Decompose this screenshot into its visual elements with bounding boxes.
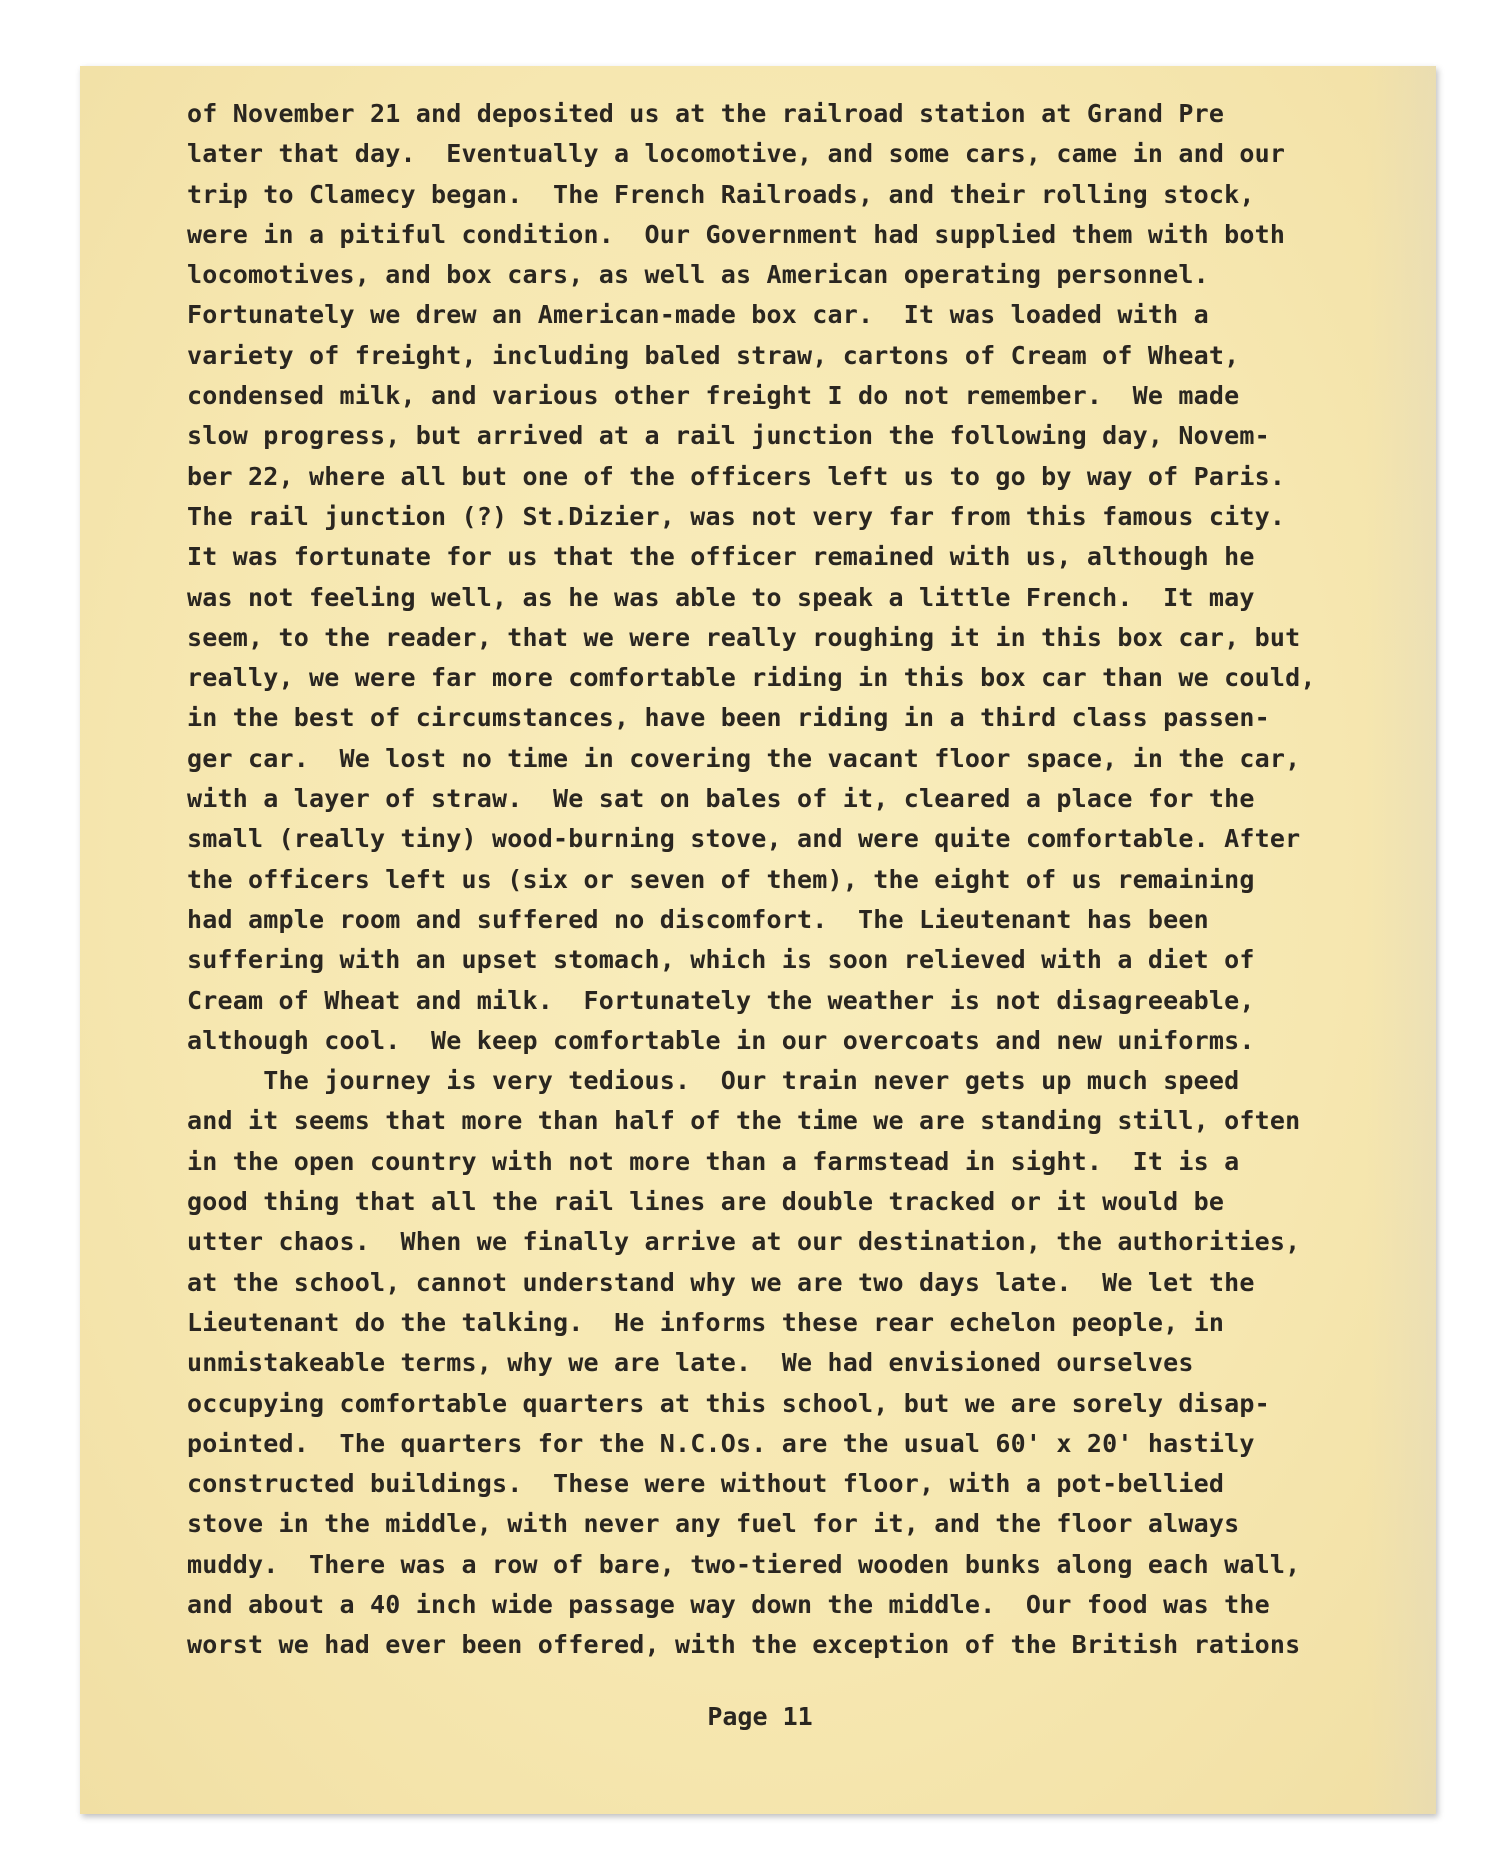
- page-number: Page 11: [707, 1702, 813, 1731]
- text-line: seem, to the reader, that we were really roughing it in this box car, but: [187, 622, 1301, 652]
- text-line: Cream of Wheat and milk. Fortunately the weather is not disagreeable,: [187, 985, 1255, 1015]
- text-line: condensed milk, and various other freight I do not remember. We made: [187, 381, 1240, 411]
- text-line: the officers left us (six or seven of them), the eight of us remaining: [187, 864, 1255, 894]
- text-line: Fortunately we drew an American-made box car. It was loaded with a: [187, 300, 1209, 330]
- text-line: in the best of circumstances, have been riding in a third class passen-: [187, 703, 1270, 733]
- text-line: and about a 40 inch wide passage way down the middle. Our food was the: [187, 1589, 1270, 1619]
- text-line: really, we were far more comfortable riding in this box car than we could,: [187, 663, 1316, 693]
- text-line: It was fortunate for us that the officer remained with us, although he: [187, 542, 1255, 572]
- text-line: were in a pitiful condition. Our Government had supplied them with both: [187, 219, 1286, 249]
- text-line: suffering with an upset stomach, which is soon relieved with a diet of: [187, 945, 1255, 975]
- text-line: had ample room and suffered no discomfort. The Lieutenant has been: [187, 904, 1209, 934]
- text-line: and it seems that more than half of the time we are standing still, often: [187, 1106, 1301, 1136]
- text-line: The rail junction (?) St.Dizier, was not very far from this famous city.: [187, 501, 1286, 531]
- text-line: utter chaos. When we finally arrive at our destination, the authorities,: [187, 1227, 1301, 1257]
- text-line: ger car. We lost no time in covering the vacant floor space, in the car,: [187, 743, 1301, 773]
- text-line: worst we had ever been offered, with the exception of the British rations: [187, 1630, 1301, 1660]
- text-line: trip to Clamecy began. The French Railroads, and their rolling stock,: [187, 179, 1255, 209]
- text-line: variety of freight, including baled straw, cartons of Cream of Wheat,: [187, 340, 1240, 370]
- text-line: unmistakeable terms, why we are late. We had envisioned ourselves: [187, 1348, 1194, 1378]
- text-line: good thing that all the rail lines are double tracked or it would be: [187, 1187, 1225, 1217]
- text-line: although cool. We keep comfortable in our overcoats and new uniforms.: [187, 1025, 1255, 1055]
- body-text: [187, 94, 1427, 1666]
- text-line: with a layer of straw. We sat on bales of it, cleared a place for the: [187, 784, 1255, 814]
- text-line: constructed buildings. These were without floor, with a pot-bellied: [187, 1469, 1225, 1499]
- text-line: muddy. There was a row of bare, two-tiered wooden bunks along each wall,: [187, 1549, 1301, 1579]
- text-line: small (really tiny) wood-burning stove, and were quite comfortable. After: [187, 824, 1301, 854]
- text-line: pointed. The quarters for the N.C.Os. are the usual 60' x 20' hastily: [187, 1428, 1255, 1458]
- text-line: ber 22, where all but one of the officers left us to go by way of Paris.: [187, 461, 1286, 491]
- typed-page: [80, 66, 1436, 1814]
- text-line: in the open country with not more than a farmstead in sight. It is a: [187, 1146, 1240, 1176]
- text-line: slow progress, but arrived at a rail junction the following day, Novem-: [187, 421, 1270, 451]
- text-line: later that day. Eventually a locomotive, and some cars, came in and our: [187, 139, 1286, 169]
- text-line: stove in the middle, with never any fuel for it, and the floor always: [187, 1509, 1240, 1539]
- text-line: occupying comfortable quarters at this school, but we are sorely disap-: [187, 1388, 1270, 1418]
- text-line: The journey is very tedious. Our train never gets up much speed: [187, 1066, 1240, 1096]
- text-line: was not feeling well, as he was able to speak a little French. It may: [187, 582, 1255, 612]
- text-line: of November 21 and deposited us at the railroad station at Grand Pre: [187, 99, 1225, 128]
- page-number-footer: [80, 1702, 1436, 1731]
- text-line: Lieutenant do the talking. He informs these rear echelon people, in: [187, 1307, 1225, 1337]
- text-line: at the school, cannot understand why we are two days late. We let the: [187, 1267, 1255, 1297]
- text-line: locomotives, and box cars, as well as American operating personnel.: [187, 260, 1209, 290]
